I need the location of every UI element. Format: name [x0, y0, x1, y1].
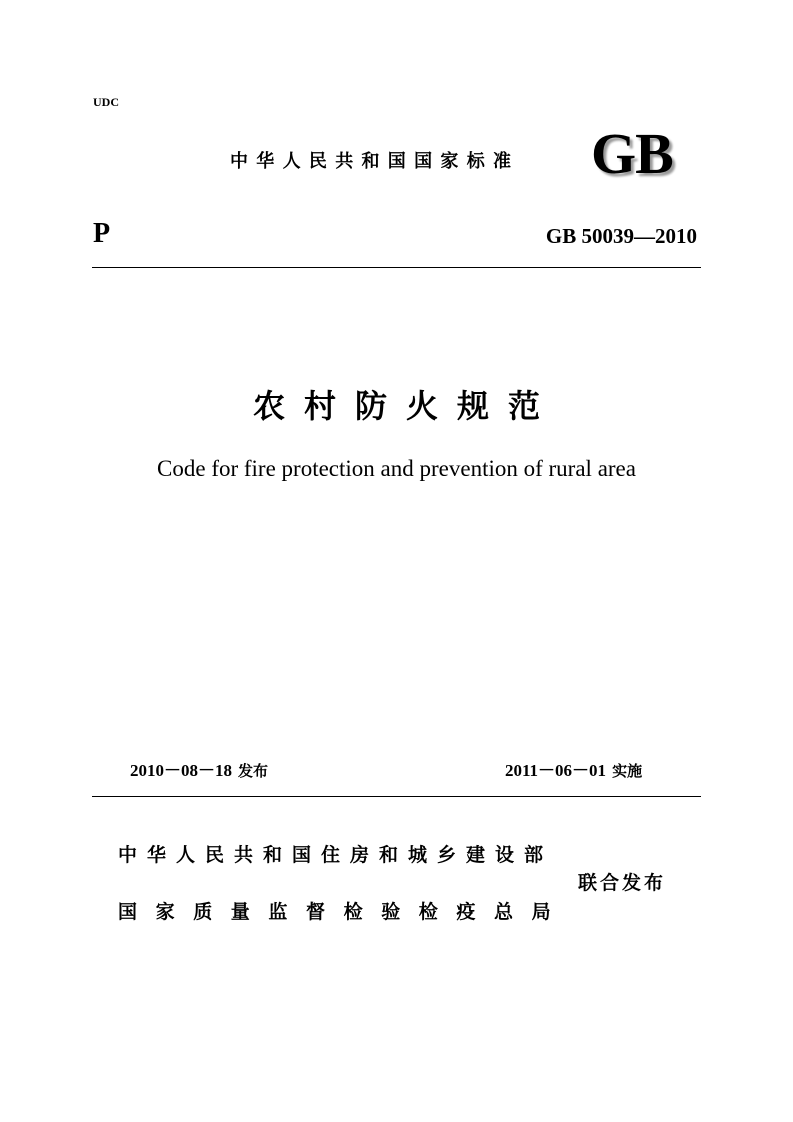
national-standard-heading: 中华人民共和国国家标准 — [230, 151, 520, 172]
release-date-block — [130, 760, 268, 782]
category-code: P — [93, 218, 111, 249]
document-title-english: Code for fire protection and prevention of rural area — [157, 456, 636, 481]
standard-number: GB 50039—2010 — [545, 224, 697, 248]
bottom-divider — [92, 796, 701, 797]
udc-label: UDC — [93, 95, 119, 109]
implementation-date: 2011－06－01 — [505, 761, 607, 780]
issuer-ministry-housing: 中华人民共和国住房和城乡建设部 — [118, 844, 554, 866]
top-divider — [92, 267, 701, 268]
gb-logo: GB — [591, 121, 673, 186]
release-label: 发布 — [238, 762, 269, 780]
document-title-chinese: 农村防火规范 — [252, 387, 559, 425]
implementation-label: 实施 — [612, 762, 643, 780]
release-date: 2010－08－18 — [130, 761, 232, 780]
implementation-date-block — [505, 760, 642, 782]
issuer-aqsiq: 国家质量监督检验检疫总局 — [118, 901, 570, 923]
joint-release-label: 联合发布 — [578, 872, 667, 894]
